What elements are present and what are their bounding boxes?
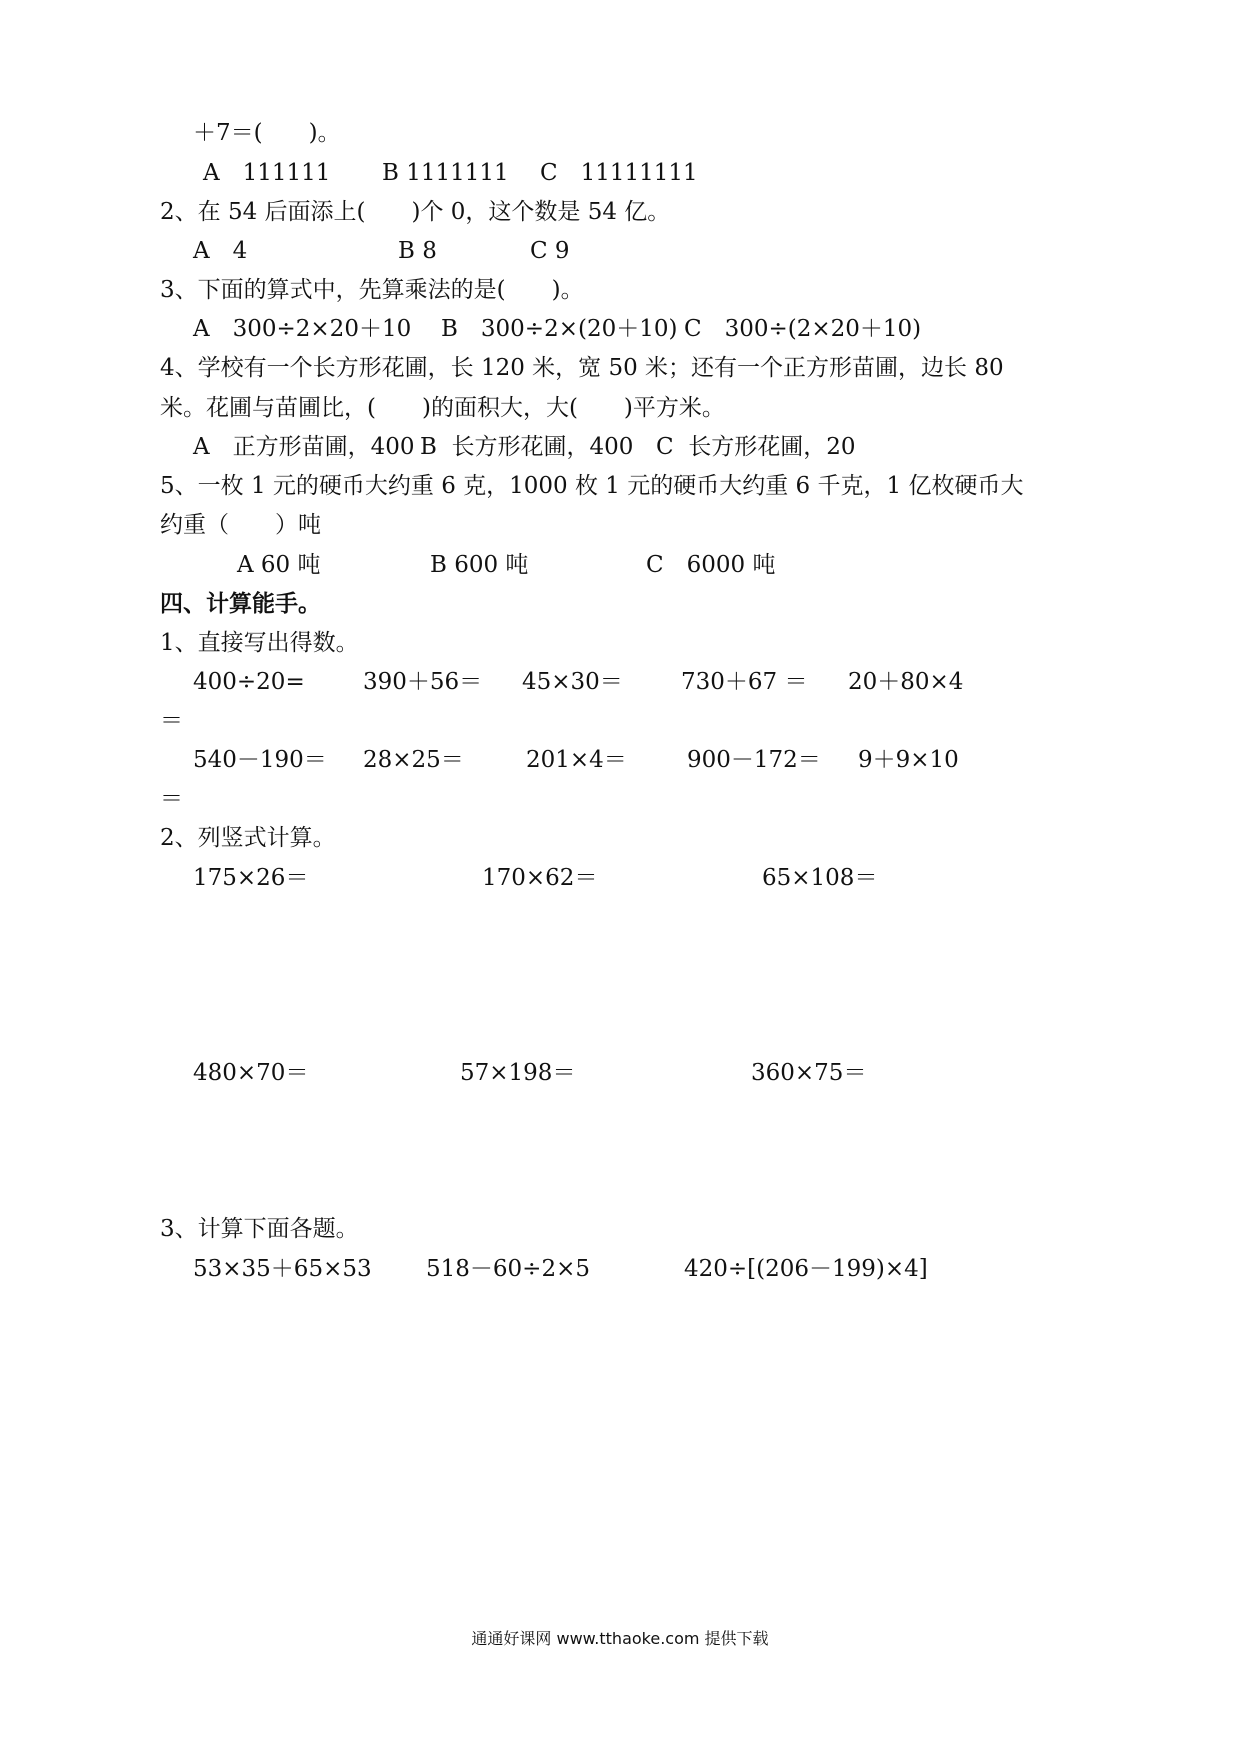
part2-row1-item-1: 175×26＝ xyxy=(193,865,309,891)
part2-title: 2、列竖式计算。 xyxy=(160,825,336,851)
part1-row1-item-4: 730＋67 ＝ xyxy=(681,669,808,695)
part3-title: 3、计算下面各题。 xyxy=(160,1216,359,1242)
q4-option-a: A 正方形苗圃，400 xyxy=(193,434,415,460)
part1-row1-item-5: 20＋80×4 xyxy=(848,669,964,695)
part1-row1-item-2: 390＋56＝ xyxy=(363,669,483,695)
part2-row1-item-2: 170×62＝ xyxy=(482,865,598,891)
part3-item-1: 53×35＋65×53 xyxy=(193,1256,372,1282)
q3-option-b: B 300÷2×(20＋10) xyxy=(441,316,678,342)
part1-row2-item-4: 900－172＝ xyxy=(687,747,821,773)
section-4-heading: 四、计算能手。 xyxy=(160,590,321,617)
part1-row1-wrap: ＝ xyxy=(160,708,183,734)
part2-row1-item-3: 65×108＝ xyxy=(762,865,878,891)
part1-row1-item-3: 45×30＝ xyxy=(522,669,623,695)
part2-row2-item-2: 57×198＝ xyxy=(460,1060,576,1086)
q1-continuation: ＋7＝( )。 xyxy=(193,120,341,146)
q1-option-a: A 111111 xyxy=(203,160,331,186)
part1-row2-item-5: 9＋9×10 xyxy=(858,747,959,773)
part1-row1-item-1: 400÷20= xyxy=(193,669,305,695)
q5-option-c: C 6000 吨 xyxy=(646,552,776,578)
part2-row2-item-3: 360×75＝ xyxy=(751,1060,867,1086)
q1-option-b: B 1111111 xyxy=(382,160,509,186)
q5-line1: 5、一枚 1 元的硬币大约重 6 克，1000 枚 1 元的硬币大约重 6 千克，1 亿枚硬币大 xyxy=(160,473,1024,499)
q3-text: 3、下面的算式中，先算乘法的是( )。 xyxy=(160,277,584,303)
q2-option-b: B 8 xyxy=(398,238,437,264)
part1-title: 1、直接写出得数。 xyxy=(160,630,359,656)
q4-option-b: B 长方形花圃，400 xyxy=(420,434,634,460)
q2-text: 2、在 54 后面添上( )个 0，这个数是 54 亿。 xyxy=(160,199,671,225)
part3-item-3: 420÷[(206－199)×4] xyxy=(684,1256,928,1282)
q2-option-a: A 4 xyxy=(193,238,248,264)
part1-row2-item-3: 201×4＝ xyxy=(526,747,627,773)
part3-item-2: 518－60÷2×5 xyxy=(426,1256,590,1282)
q5-option-a: A 60 吨 xyxy=(237,552,321,578)
page-footer: 通通好课网 www.tthaoke.com 提供下载 xyxy=(471,1629,769,1648)
q3-option-a: A 300÷2×20＋10 xyxy=(193,316,412,342)
part1-row2-item-2: 28×25＝ xyxy=(363,747,464,773)
q4-line2: 米。花圃与苗圃比，( )的面积大，大( )平方米。 xyxy=(160,395,725,421)
q4-option-c: C 长方形花圃，20 xyxy=(656,434,856,460)
part2-row2-item-1: 480×70＝ xyxy=(193,1060,309,1086)
q5-line2: 约重（ ）吨 xyxy=(160,512,321,538)
q5-option-b: B 600 吨 xyxy=(430,552,529,578)
q2-option-c: C 9 xyxy=(530,238,570,264)
part1-row2-wrap: ＝ xyxy=(160,786,183,812)
q3-option-c: C 300÷(2×20＋10) xyxy=(684,316,922,342)
part1-row2-item-1: 540－190＝ xyxy=(193,747,327,773)
q4-line1: 4、学校有一个长方形花圃，长 120 米，宽 50 米；还有一个正方形苗圃，边长 80 xyxy=(160,355,1004,381)
q1-option-c: C 11111111 xyxy=(540,160,698,186)
